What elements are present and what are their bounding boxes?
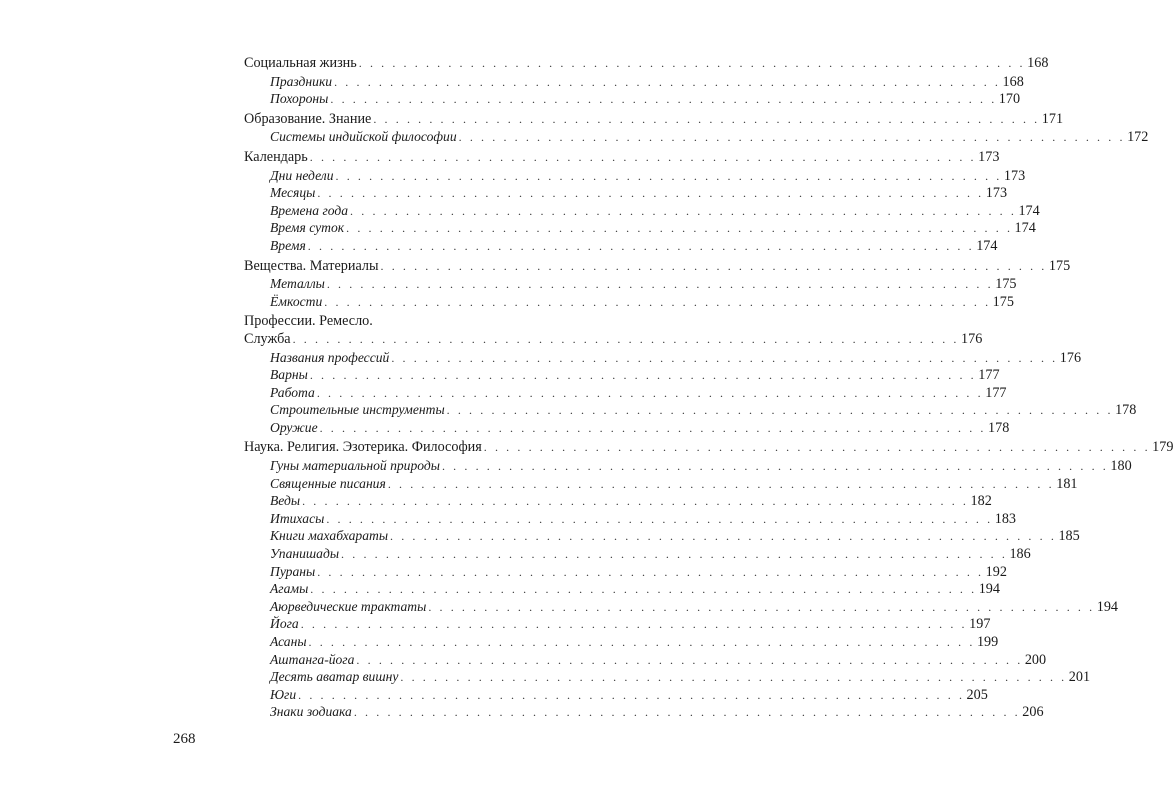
- entry-title: Веды: [270, 493, 301, 509]
- entry-page-number: 179: [1152, 439, 1173, 456]
- toc-subentry: [244, 563, 1007, 581]
- toc-subentry: [244, 668, 1091, 686]
- dot-leader: . . . . . . . . . . . . . . . . . . . . . . . . . . . . . . . . . . . . . . . . . . . . . . . . . . . . . . . . . . . .: [341, 547, 1008, 562]
- dot-leader: . . . . . . . . . . . . . . . . . . . . . . . . . . . . . . . . . . . . . . . . . . . . . . . . . . . . . . . . . . . .: [334, 74, 1001, 89]
- dot-leader: . . . . . . . . . . . . . . . . . . . . . . . . . . . . . . . . . . . . . . . . . . . . . . . . . . . . . . . . . . . .: [310, 582, 977, 597]
- dot-leader: . . . . . . . . . . . . . . . . . . . . . . . . . . . . . . . . . . . . . . . . . . . . . . . . . . . . . . . . . . . .: [391, 350, 1058, 365]
- entry-page-number: 168: [1027, 55, 1049, 71]
- toc-section: [244, 313, 1137, 436]
- entry-title: Юги: [270, 686, 297, 702]
- toc-subentry: [244, 545, 1031, 563]
- dot-leader: . . . . . . . . . . . . . . . . . . . . . . . . . . . . . . . . . . . . . . . . . . . . . . . . . . . . . . . . . . . .: [298, 687, 965, 702]
- dot-leader: . . . . . . . . . . . . . . . . . . . . . . . . . . . . . . . . . . . . . . . . . . . . . . . . . . . . . . . . . . . .: [353, 705, 1021, 720]
- dot-leader: . . . . . . . . . . . . . . . . . . . . . . . . . . . . . . . . . . . . . . . . . . . . . . . . . . . . . . . . . . . .: [292, 331, 959, 346]
- dot-leader: . . . . . . . . . . . . . . . . . . . . . . . . . . . . . . . . . . . . . . . . . . . . . . . . . . . . . . . . . . . .: [326, 511, 993, 526]
- entry-page-number: 175: [995, 276, 1017, 293]
- toc-subentry: [244, 703, 1044, 721]
- entry-title: Оружие: [270, 419, 318, 435]
- entry-title: Аюрведические трактаты: [270, 598, 427, 614]
- dot-leader: . . . . . . . . . . . . . . . . . . . . . . . . . . . . . . . . . . . . . . . . . . . . . . . . . . . . . . . . . . . .: [346, 221, 1013, 236]
- entry-title: Наука. Религия. Эзотерика. Философия: [244, 439, 482, 456]
- toc-subentry: [244, 492, 992, 510]
- toc-subentry: [244, 202, 1040, 220]
- dot-leader: . . . . . . . . . . . . . . . . . . . . . . . . . . . . . . . . . . . . . . . . . . . . . . . . . . . . . . . . . . . .: [319, 420, 987, 435]
- entry-page-number: 168: [1002, 73, 1024, 90]
- entry-title: Работа: [270, 384, 315, 400]
- entry-title: Время: [270, 237, 306, 253]
- entry-title: Металлы: [270, 276, 325, 292]
- entry-page-number: 182: [970, 493, 992, 510]
- toc-subentry: [244, 475, 1078, 493]
- entry-title: Итихасы: [270, 510, 325, 526]
- toc-subentry: [244, 401, 1137, 419]
- entry-page-number: 201: [1068, 669, 1091, 686]
- toc-entry: [244, 148, 1000, 167]
- entry-title: Месяцы: [270, 185, 316, 201]
- entry-page-number: 205: [966, 686, 988, 703]
- entry-title: Священные писания: [270, 475, 386, 491]
- dot-leader: . . . . . . . . . . . . . . . . . . . . . . . . . . . . . . . . . . . . . . . . . . . . . . . . . . . . . . . . . . . .: [446, 403, 1114, 418]
- entry-title: Профессии. Ремесло.: [244, 313, 373, 330]
- entry-title: Десять аватар вишну: [270, 669, 399, 685]
- entry-page-number: 185: [1058, 528, 1080, 545]
- toc-section: [244, 257, 1071, 311]
- entry-page-number: 206: [1022, 704, 1044, 721]
- entry-title: Гуны материальной природы: [270, 458, 440, 474]
- dot-leader: . . . . . . . . . . . . . . . . . . . . . . . . . . . . . . . . . . . . . . . . . . . . . . . . . . . . . . . . . . . .: [330, 92, 997, 107]
- entry-page-number: 173: [978, 148, 1000, 165]
- entry-page-number: 174: [976, 237, 998, 254]
- entry-page-number: 200: [1024, 651, 1047, 668]
- page-number: 268: [173, 731, 196, 747]
- entry-title: Знаки зодиака: [270, 704, 352, 720]
- entry-title: Времена года: [270, 202, 349, 218]
- toc-subentry: [244, 349, 1082, 367]
- toc-subentry: [244, 457, 1132, 475]
- entry-page-number: 194: [1096, 598, 1118, 615]
- toc-subentry: [244, 527, 1080, 545]
- entry-page-number: 174: [1018, 202, 1040, 219]
- toc-section: [244, 439, 1173, 721]
- entry-title: Системы индийской философии: [270, 129, 457, 145]
- toc-subentry: [244, 366, 1000, 384]
- dot-leader: . . . . . . . . . . . . . . . . . . . . . . . . . . . . . . . . . . . . . . . . . . . . . . . . . . . . . . . . . . . .: [309, 149, 977, 164]
- toc-subentry: [244, 90, 1021, 108]
- dot-leader: . . . . . . . . . . . . . . . . . . . . . . . . . . . . . . . . . . . . . . . . . . . . . . . . . . . . . . . . . . . .: [441, 459, 1109, 474]
- dot-leader: . . . . . . . . . . . . . . . . . . . . . . . . . . . . . . . . . . . . . . . . . . . . . . . . . . . . . . . . . . . .: [300, 617, 968, 632]
- entry-title: Пураны: [270, 563, 316, 579]
- toc-subentry: [244, 128, 1149, 146]
- entry-title: Дни недели: [270, 167, 334, 183]
- entry-page-number: 173: [985, 185, 1008, 202]
- toc-section: [244, 55, 1049, 108]
- entry-title: Названия профессий: [270, 349, 390, 365]
- entry-title: Вещества. Материалы: [244, 257, 379, 274]
- entry-title: Строительные инструменты: [270, 402, 445, 418]
- toc-subentry: [244, 384, 1007, 402]
- dot-leader: . . . . . . . . . . . . . . . . . . . . . . . . . . . . . . . . . . . . . . . . . . . . . . . . . . . . . . . . . . . .: [324, 294, 991, 309]
- dot-leader: . . . . . . . . . . . . . . . . . . . . . . . . . . . . . . . . . . . . . . . . . . . . . . . . . . . . . . . . . . . .: [308, 635, 975, 649]
- dot-leader: . . . . . . . . . . . . . . . . . . . . . . . . . . . . . . . . . . . . . . . . . . . . . . . . . . . . . . . . . . . .: [358, 56, 1026, 70]
- dot-leader: . . . . . . . . . . . . . . . . . . . . . . . . . . . . . . . . . . . . . . . . . . . . . . . . . . . . . . . . . . . .: [350, 203, 1017, 218]
- entry-page-number: 183: [994, 510, 1017, 527]
- entry-page-number: 181: [1056, 475, 1078, 492]
- entry-title: Йога: [270, 616, 299, 632]
- dot-leader: . . . . . . . . . . . . . . . . . . . . . . . . . . . . . . . . . . . . . . . . . . . . . . . . . . . . . . . . . . . .: [307, 238, 975, 253]
- entry-page-number: 177: [985, 384, 1007, 401]
- toc-subentry: [244, 651, 1047, 669]
- dot-leader: . . . . . . . . . . . . . . . . . . . . . . . . . . . . . . . . . . . . . . . . . . . . . . . . . . . . . . . . . . . .: [380, 258, 1047, 273]
- entry-title: Праздники: [270, 73, 333, 89]
- dot-leader: . . . . . . . . . . . . . . . . . . . . . . . . . . . . . . . . . . . . . . . . . . . . . . . . . . . . . . . . . . . .: [390, 529, 1057, 544]
- entry-title: Асаны: [270, 634, 307, 649]
- toc-entry: [244, 110, 1064, 129]
- entry-title: Образование. Знание: [244, 110, 372, 127]
- entry-page-number: 175: [1048, 257, 1071, 274]
- entry-title: Агамы: [270, 581, 309, 597]
- toc-subentry: [244, 580, 1000, 598]
- entry-page-number: 175: [992, 293, 1014, 310]
- entry-page-number: 192: [985, 563, 1007, 580]
- entry-title: Похороны: [270, 91, 329, 107]
- toc-subentry: [244, 633, 999, 651]
- toc-subentry: [244, 167, 1026, 185]
- toc-subentry: [244, 219, 1036, 237]
- toc-subentry: [244, 510, 1017, 528]
- entry-title: Аштанга-йога: [270, 651, 355, 667]
- entry-title: Варны: [270, 367, 308, 383]
- toc-subentry: [244, 419, 1010, 437]
- entry-page-number: 176: [1059, 349, 1082, 366]
- dot-leader: . . . . . . . . . . . . . . . . . . . . . . . . . . . . . . . . . . . . . . . . . . . . . . . . . . . . . . . . . . . .: [483, 440, 1151, 455]
- dot-leader: . . . . . . . . . . . . . . . . . . . . . . . . . . . . . . . . . . . . . . . . . . . . . . . . . . . . . . . . . . . .: [326, 277, 994, 292]
- table-of-contents: [244, 55, 1173, 721]
- dot-leader: . . . . . . . . . . . . . . . . . . . . . . . . . . . . . . . . . . . . . . . . . . . . . . . . . . . . . . . . . . . .: [309, 368, 977, 383]
- entry-page-number: 178: [1115, 402, 1137, 419]
- toc-subentry: [244, 598, 1118, 616]
- dot-leader: . . . . . . . . . . . . . . . . . . . . . . . . . . . . . . . . . . . . . . . . . . . . . . . . . . . . . . . . . . . .: [317, 564, 984, 579]
- entry-title: Служба: [244, 330, 291, 347]
- entry-page-number: 174: [1014, 220, 1036, 237]
- toc-entry: [244, 257, 1071, 276]
- dot-leader: . . . . . . . . . . . . . . . . . . . . . . . . . . . . . . . . . . . . . . . . . . . . . . . . . . . . . . . . . . . .: [373, 111, 1040, 126]
- dot-leader: . . . . . . . . . . . . . . . . . . . . . . . . . . . . . . . . . . . . . . . . . . . . . . . . . . . . . . . . . . . .: [458, 130, 1126, 145]
- toc-subentry: [244, 184, 1008, 202]
- toc-entry: [244, 313, 537, 331]
- entry-page-number: 171: [1041, 110, 1064, 127]
- entry-page-number: 199: [976, 634, 999, 650]
- entry-page-number: 197: [969, 616, 991, 633]
- toc-section: [244, 110, 1149, 146]
- dot-leader: . . . . . . . . . . . . . . . . . . . . . . . . . . . . . . . . . . . . . . . . . . . . . . . . . . . . . . . . . . . .: [400, 670, 1067, 685]
- entry-title: Календарь: [244, 148, 308, 165]
- entry-title: Упанишады: [270, 546, 340, 562]
- entry-page-number: 194: [978, 581, 1000, 598]
- entry-page-number: 176: [961, 330, 983, 347]
- toc-subentry: [244, 293, 1014, 311]
- toc-entry: [244, 55, 1049, 73]
- entry-page-number: 172: [1127, 129, 1149, 146]
- dot-leader: . . . . . . . . . . . . . . . . . . . . . . . . . . . . . . . . . . . . . . . . . . . . . . . . . . . . . . . . . . . .: [317, 186, 984, 201]
- entry-page-number: 170: [998, 91, 1021, 108]
- entry-title: Ёмкости: [270, 293, 323, 309]
- dot-leader: . . . . . . . . . . . . . . . . . . . . . . . . . . . . . . . . . . . . . . . . . . . . . . . . . . . . . . . . . . . .: [316, 385, 984, 400]
- toc-subentry: [244, 615, 991, 633]
- entry-title: Время суток: [270, 220, 345, 236]
- dot-leader: . . . . . . . . . . . . . . . . . . . . . . . . . . . . . . . . . . . . . . . . . . . . . . . . . . . . . . . . . . . .: [335, 168, 1002, 183]
- entry-title: Социальная жизнь: [244, 55, 357, 71]
- entry-page-number: 180: [1110, 458, 1132, 475]
- toc-subentry: [244, 237, 998, 255]
- toc-subentry: [244, 275, 1017, 293]
- dot-leader: . . . . . . . . . . . . . . . . . . . . . . . . . . . . . . . . . . . . . . . . . . . . . . . . . . . . . . . . . . . .: [428, 599, 1095, 614]
- entry-page-number: 178: [988, 419, 1010, 436]
- toc-entry: [244, 330, 983, 349]
- entry-page-number: 186: [1009, 546, 1031, 563]
- toc-subentry: [244, 73, 1024, 91]
- entry-title: Книги махабхараты: [270, 528, 389, 544]
- dot-leader: . . . . . . . . . . . . . . . . . . . . . . . . . . . . . . . . . . . . . . . . . . . . . . . . . . . . . . . . . . . .: [387, 476, 1055, 491]
- dot-leader: . . . . . . . . . . . . . . . . . . . . . . . . . . . . . . . . . . . . . . . . . . . . . . . . . . . . . . . . . . . .: [302, 494, 969, 509]
- entry-page-number: 177: [978, 367, 1000, 384]
- toc-section: [244, 148, 1040, 255]
- dot-leader: . . . . . . . . . . . . . . . . . . . . . . . . . . . . . . . . . . . . . . . . . . . . . . . . . . . . . . . . . . . .: [356, 652, 1023, 667]
- toc-subentry: [244, 686, 988, 704]
- toc-entry: [244, 439, 1173, 457]
- entry-page-number: 173: [1003, 167, 1026, 184]
